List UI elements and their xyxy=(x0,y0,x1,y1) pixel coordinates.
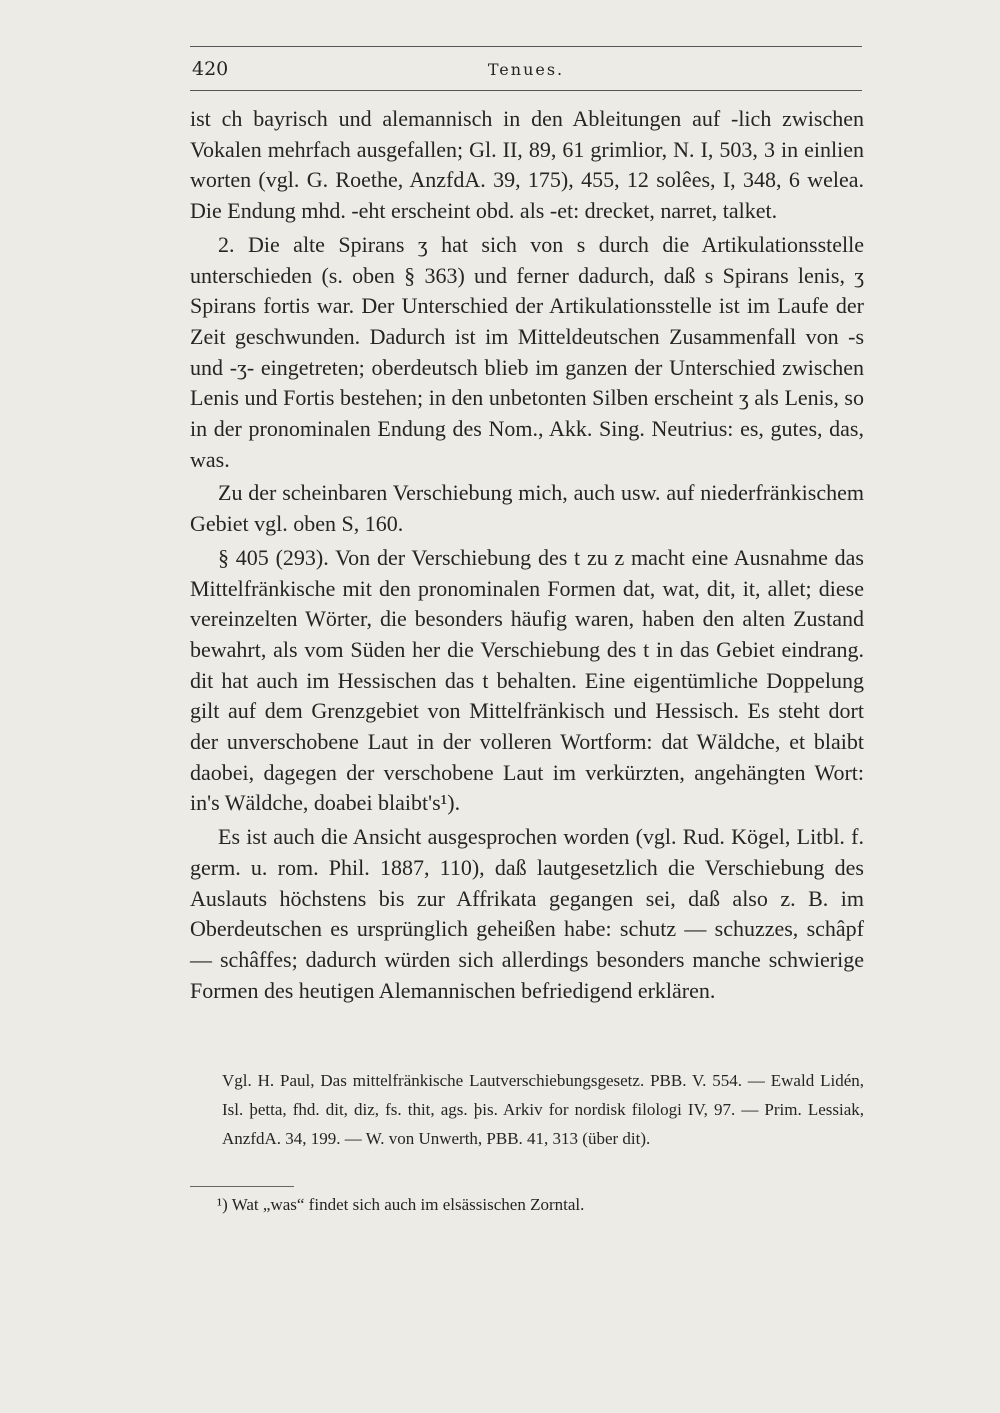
references-block xyxy=(222,1066,864,1153)
paragraph-section-405: § 405 (293). Von der Verschiebung des t zu z macht eine Ausnahme das Mittelfränkische mit den pronominalen Formen dat, wat, dit, it, allet; diese vereinzelten Wörter, die besonders häufig waren, haben den alten Zustand bewahrt, als vom Süden her die Verschiebung des t in das Gebiet eindrang. dit hat auch im Hessischen das t behalten. Eine eigentümliche Doppelung gilt auf dem Grenzgebiet von Mittelfränkisch und Hessisch. Es steht dort der unverschobene Laut in der volleren Wortform: dat Wäldche, et blaibt daobei, dagegen der verschobene Laut im verkürzten, angehängten Wort: in's Wäldche, doabei blaibt's¹). xyxy=(190,544,864,816)
footnote: ¹) Wat „was“ findet sich auch im elsässischen Zorntal. xyxy=(217,1195,585,1214)
page-number: 420 xyxy=(192,58,229,80)
paragraph-5: Es ist auch die Ansicht ausgesprochen worden (vgl. Rud. Kögel, Litbl. f. germ. u. rom. Phil. 1887, 110), daß lautgesetzlich die Verschiebung des Auslauts höchstens bis zur Affrikata gegangen sei, daß also z. B. im Oberdeutschen es ursprünglich geheißen habe: schutz — schuzzes, schâpf — schâffes; dadurch würden sich allerdings besonders manche schwierige Formen des heutigen Alemannischen befriedigend erklären. xyxy=(190,824,864,1003)
paragraph-3: Zu der scheinbaren Verschiebung mich, auch usw. auf niederfränkischem Gebiet vgl. oben S, 160. xyxy=(190,480,864,537)
footnote-rule xyxy=(190,1186,294,1187)
paragraph-1: ist ch bayrisch und alemannisch in den Ableitungen auf -lich zwischen Vokalen mehrfach ausgefallen; Gl. II, 89, 61 grimlior, N. I, 503, 3 in einlien worten (vgl. G. Roethe, AnzfdA. 39, 175), 455, 12 solêes, I, 348, 6 welea. Die Endung mhd. -eht erscheint obd. als -et: drecket, narret, talket. xyxy=(190,106,864,224)
body-text xyxy=(190,104,864,1006)
running-title: Tenues. xyxy=(487,60,565,79)
header-rule xyxy=(190,90,862,91)
paragraph-2: 2. Die alte Spirans ʒ hat sich von s durch die Artikulationsstelle unterschieden (s. oben § 363) und ferner dadurch, daß s Spirans lenis, ʒ Spirans fortis war. Der Unterschied der Artikulationsstelle ist im Laufe der Zeit geschwunden. Dadurch ist im Mitteldeutschen Zusammenfall von -s und -ʒ- eingetreten; oberdeutsch blieb im ganzen der Unterschied zwischen Lenis und Fortis bestehen; in den unbetonten Silben erscheint ʒ als Lenis, so in der pronominalen Endung des Nom., Akk. Sing. Neutrius: es, gutes, das, was. xyxy=(190,231,864,472)
top-rule xyxy=(190,46,862,47)
references-text: Vgl. H. Paul, Das mittelfränkische Lautverschiebungsgesetz. PBB. V. 554. — Ewald Lidén, Isl. þetta, fhd. dit, diz, fs. thit, ags. þis. Arkiv for nordisk filologi IV, 97. — Prim. Lessiak, AnzfdA. 34, 199. — W. von Unwerth, PBB. 41, 313 (über dit). xyxy=(222,1071,864,1148)
